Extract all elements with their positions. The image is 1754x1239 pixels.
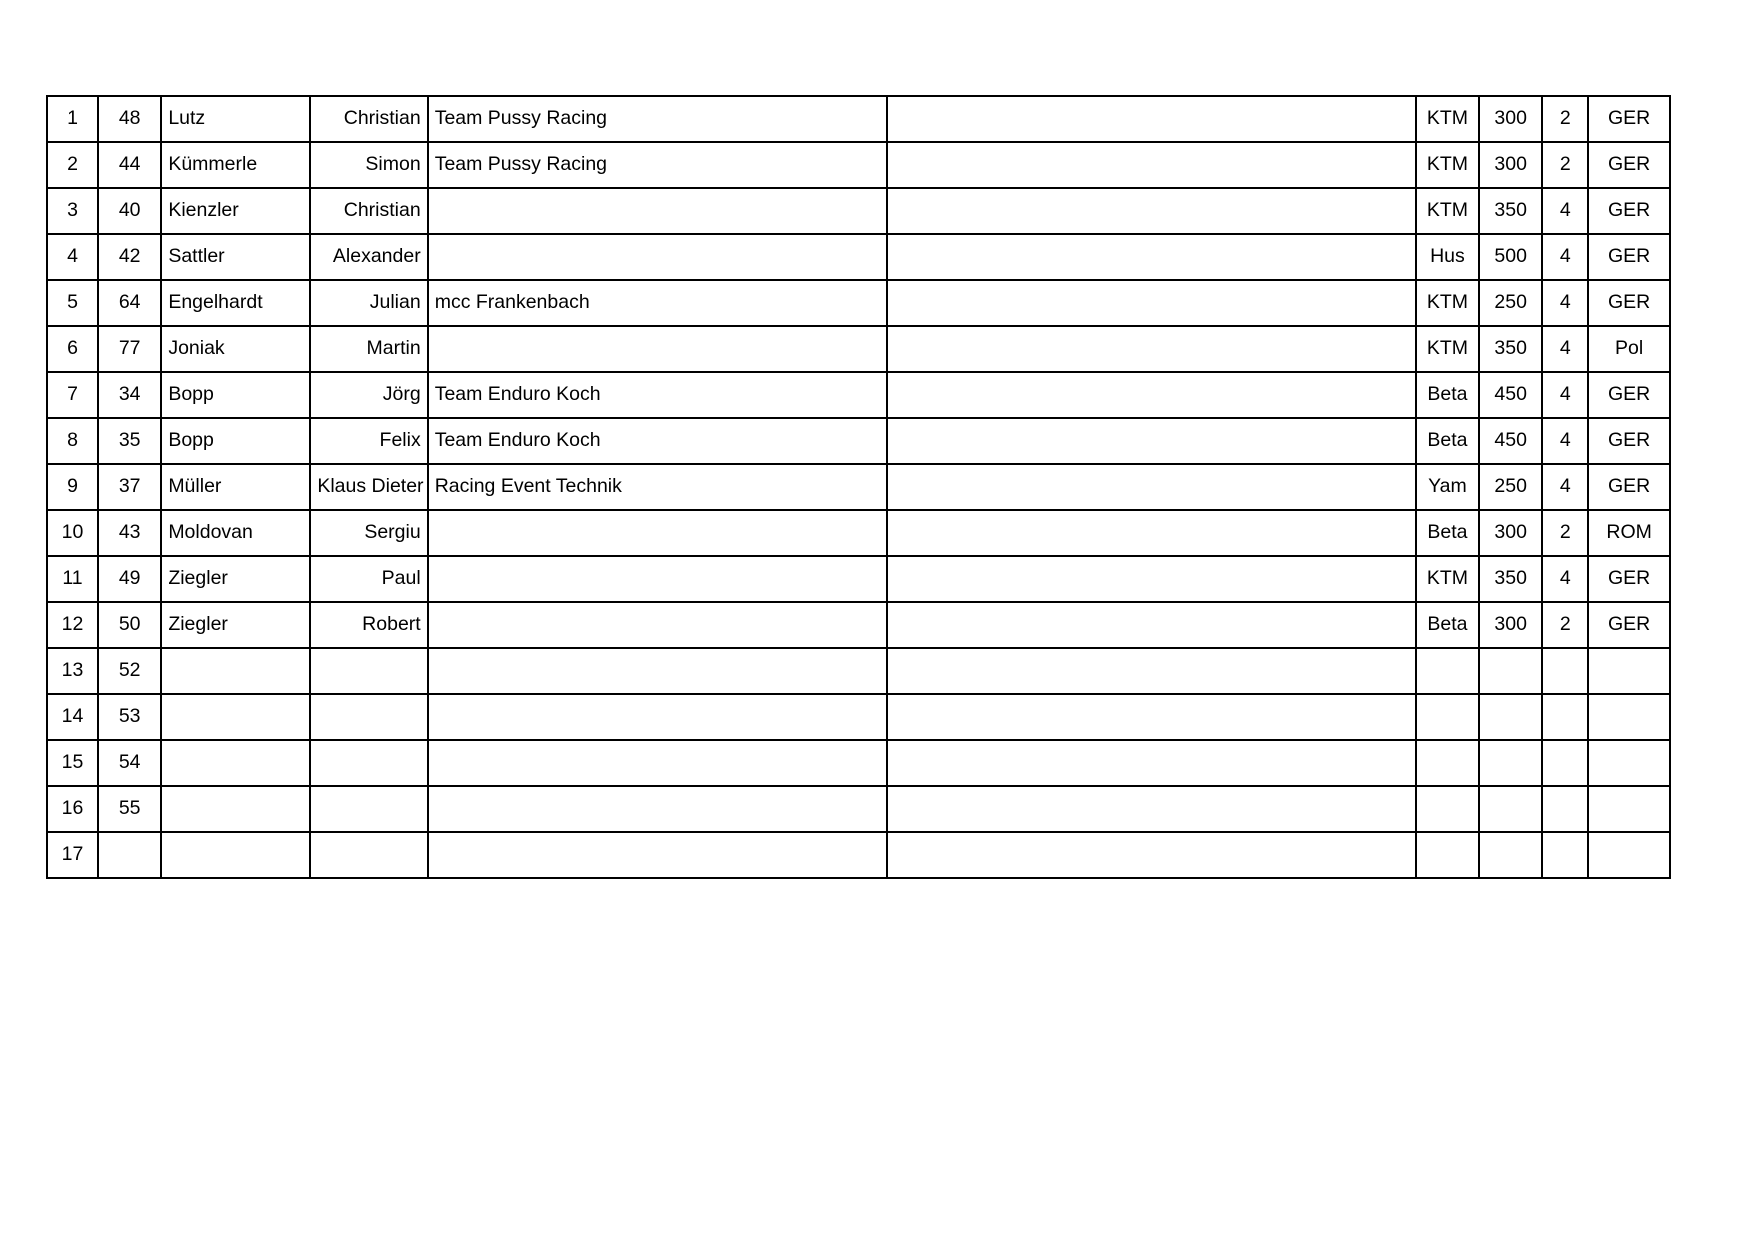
cell-lastname: Bopp xyxy=(161,418,310,464)
cell-stroke xyxy=(1542,832,1588,878)
cell-nation xyxy=(1588,648,1670,694)
table-row xyxy=(47,602,1670,648)
cell-make: Beta xyxy=(1416,418,1479,464)
cell-team xyxy=(428,556,887,602)
cell-start-number: 43 xyxy=(98,510,161,556)
cell-team xyxy=(428,326,887,372)
cell-firstname xyxy=(310,832,427,878)
cell-team: Team Enduro Koch xyxy=(428,418,887,464)
table-row xyxy=(47,372,1670,418)
cell-firstname xyxy=(310,740,427,786)
cell-displacement: 300 xyxy=(1479,602,1542,648)
table-row xyxy=(47,510,1670,556)
cell-position: 13 xyxy=(47,648,98,694)
cell-nation: Pol xyxy=(1588,326,1670,372)
cell-nation: GER xyxy=(1588,418,1670,464)
cell-notes xyxy=(887,832,1416,878)
cell-position: 9 xyxy=(47,464,98,510)
cell-firstname: Martin xyxy=(310,326,427,372)
cell-position: 16 xyxy=(47,786,98,832)
cell-firstname: Christian xyxy=(310,96,427,142)
cell-notes xyxy=(887,556,1416,602)
table-row xyxy=(47,188,1670,234)
cell-nation xyxy=(1588,694,1670,740)
cell-lastname: Sattler xyxy=(161,234,310,280)
cell-start-number: 52 xyxy=(98,648,161,694)
cell-team xyxy=(428,648,887,694)
cell-notes xyxy=(887,96,1416,142)
cell-firstname: Jörg xyxy=(310,372,427,418)
cell-stroke xyxy=(1542,740,1588,786)
cell-lastname: Engelhardt xyxy=(161,280,310,326)
cell-lastname: Bopp xyxy=(161,372,310,418)
cell-stroke: 4 xyxy=(1542,188,1588,234)
cell-make: KTM xyxy=(1416,188,1479,234)
cell-displacement: 350 xyxy=(1479,188,1542,234)
cell-stroke: 4 xyxy=(1542,556,1588,602)
cell-team xyxy=(428,740,887,786)
cell-notes xyxy=(887,648,1416,694)
cell-make: KTM xyxy=(1416,556,1479,602)
cell-firstname: Sergiu xyxy=(310,510,427,556)
cell-start-number: 49 xyxy=(98,556,161,602)
cell-notes xyxy=(887,694,1416,740)
entry-list-sheet xyxy=(46,95,1671,879)
cell-displacement: 450 xyxy=(1479,372,1542,418)
cell-make xyxy=(1416,740,1479,786)
cell-nation: GER xyxy=(1588,464,1670,510)
cell-position: 14 xyxy=(47,694,98,740)
cell-stroke: 2 xyxy=(1542,602,1588,648)
cell-make: KTM xyxy=(1416,280,1479,326)
cell-start-number: 50 xyxy=(98,602,161,648)
cell-make: KTM xyxy=(1416,142,1479,188)
cell-start-number: 44 xyxy=(98,142,161,188)
cell-nation xyxy=(1588,832,1670,878)
cell-start-number: 42 xyxy=(98,234,161,280)
cell-nation: GER xyxy=(1588,234,1670,280)
cell-team xyxy=(428,786,887,832)
cell-firstname: Julian xyxy=(310,280,427,326)
table-row xyxy=(47,142,1670,188)
cell-displacement: 300 xyxy=(1479,510,1542,556)
cell-notes xyxy=(887,602,1416,648)
cell-displacement: 250 xyxy=(1479,280,1542,326)
table-row xyxy=(47,832,1670,878)
cell-firstname xyxy=(310,648,427,694)
cell-nation xyxy=(1588,786,1670,832)
table-row xyxy=(47,96,1670,142)
cell-position: 12 xyxy=(47,602,98,648)
cell-stroke xyxy=(1542,786,1588,832)
cell-firstname: Felix xyxy=(310,418,427,464)
cell-start-number: 55 xyxy=(98,786,161,832)
cell-nation xyxy=(1588,740,1670,786)
cell-position: 3 xyxy=(47,188,98,234)
table-row xyxy=(47,740,1670,786)
cell-lastname xyxy=(161,740,310,786)
cell-stroke: 4 xyxy=(1542,418,1588,464)
cell-position: 6 xyxy=(47,326,98,372)
cell-make xyxy=(1416,786,1479,832)
cell-stroke: 4 xyxy=(1542,234,1588,280)
cell-start-number: 40 xyxy=(98,188,161,234)
cell-stroke xyxy=(1542,648,1588,694)
cell-notes xyxy=(887,234,1416,280)
cell-make: Beta xyxy=(1416,372,1479,418)
cell-nation: GER xyxy=(1588,142,1670,188)
cell-start-number: 37 xyxy=(98,464,161,510)
cell-firstname: Alexander xyxy=(310,234,427,280)
cell-stroke: 2 xyxy=(1542,510,1588,556)
cell-make: Hus xyxy=(1416,234,1479,280)
cell-team xyxy=(428,510,887,556)
cell-lastname: Moldovan xyxy=(161,510,310,556)
cell-firstname: Simon xyxy=(310,142,427,188)
cell-lastname xyxy=(161,786,310,832)
cell-firstname xyxy=(310,786,427,832)
cell-team xyxy=(428,602,887,648)
cell-start-number xyxy=(98,832,161,878)
cell-make: KTM xyxy=(1416,96,1479,142)
table-row xyxy=(47,694,1670,740)
cell-make xyxy=(1416,648,1479,694)
cell-nation: ROM xyxy=(1588,510,1670,556)
cell-firstname xyxy=(310,694,427,740)
entry-list-table xyxy=(46,95,1671,879)
cell-nation: GER xyxy=(1588,556,1670,602)
cell-make: Yam xyxy=(1416,464,1479,510)
cell-start-number: 53 xyxy=(98,694,161,740)
cell-notes xyxy=(887,418,1416,464)
cell-position: 15 xyxy=(47,740,98,786)
cell-nation: GER xyxy=(1588,188,1670,234)
cell-make xyxy=(1416,694,1479,740)
cell-firstname: Christian xyxy=(310,188,427,234)
cell-start-number: 64 xyxy=(98,280,161,326)
cell-position: 17 xyxy=(47,832,98,878)
cell-firstname: Paul xyxy=(310,556,427,602)
cell-notes xyxy=(887,510,1416,556)
cell-notes xyxy=(887,372,1416,418)
cell-displacement: 250 xyxy=(1479,464,1542,510)
cell-displacement xyxy=(1479,786,1542,832)
cell-lastname: Ziegler xyxy=(161,556,310,602)
cell-team: Team Enduro Koch xyxy=(428,372,887,418)
cell-make: Beta xyxy=(1416,510,1479,556)
cell-displacement: 350 xyxy=(1479,326,1542,372)
cell-notes xyxy=(887,142,1416,188)
cell-lastname: Kümmerle xyxy=(161,142,310,188)
cell-lastname: Lutz xyxy=(161,96,310,142)
cell-lastname xyxy=(161,694,310,740)
cell-start-number: 48 xyxy=(98,96,161,142)
cell-team: Racing Event Technik xyxy=(428,464,887,510)
cell-notes xyxy=(887,326,1416,372)
cell-lastname: Kienzler xyxy=(161,188,310,234)
cell-displacement: 350 xyxy=(1479,556,1542,602)
cell-team: mcc Frankenbach xyxy=(428,280,887,326)
cell-notes xyxy=(887,740,1416,786)
cell-team: Team Pussy Racing xyxy=(428,142,887,188)
cell-start-number: 34 xyxy=(98,372,161,418)
cell-lastname: Ziegler xyxy=(161,602,310,648)
cell-notes xyxy=(887,464,1416,510)
cell-make xyxy=(1416,832,1479,878)
cell-firstname: Robert xyxy=(310,602,427,648)
table-row xyxy=(47,280,1670,326)
table-row xyxy=(47,464,1670,510)
cell-position: 5 xyxy=(47,280,98,326)
cell-start-number: 77 xyxy=(98,326,161,372)
entry-list-body xyxy=(47,96,1670,878)
cell-displacement: 500 xyxy=(1479,234,1542,280)
cell-team xyxy=(428,832,887,878)
cell-position: 4 xyxy=(47,234,98,280)
cell-nation: GER xyxy=(1588,372,1670,418)
cell-position: 8 xyxy=(47,418,98,464)
cell-team xyxy=(428,694,887,740)
cell-notes xyxy=(887,188,1416,234)
cell-lastname: Müller xyxy=(161,464,310,510)
cell-nation: GER xyxy=(1588,96,1670,142)
cell-displacement xyxy=(1479,740,1542,786)
cell-start-number: 54 xyxy=(98,740,161,786)
cell-team xyxy=(428,234,887,280)
cell-stroke: 2 xyxy=(1542,142,1588,188)
cell-notes xyxy=(887,786,1416,832)
cell-displacement xyxy=(1479,648,1542,694)
cell-position: 1 xyxy=(47,96,98,142)
cell-lastname: Joniak xyxy=(161,326,310,372)
cell-stroke: 4 xyxy=(1542,280,1588,326)
table-row xyxy=(47,648,1670,694)
table-row xyxy=(47,326,1670,372)
table-row xyxy=(47,786,1670,832)
cell-stroke: 4 xyxy=(1542,372,1588,418)
table-row xyxy=(47,556,1670,602)
table-row xyxy=(47,418,1670,464)
cell-position: 2 xyxy=(47,142,98,188)
cell-make: KTM xyxy=(1416,326,1479,372)
cell-displacement xyxy=(1479,832,1542,878)
cell-make: Beta xyxy=(1416,602,1479,648)
cell-start-number: 35 xyxy=(98,418,161,464)
cell-lastname xyxy=(161,832,310,878)
cell-notes xyxy=(887,280,1416,326)
cell-nation: GER xyxy=(1588,602,1670,648)
cell-stroke: 4 xyxy=(1542,464,1588,510)
cell-displacement: 300 xyxy=(1479,96,1542,142)
cell-displacement: 450 xyxy=(1479,418,1542,464)
cell-displacement xyxy=(1479,694,1542,740)
cell-stroke: 2 xyxy=(1542,96,1588,142)
table-row xyxy=(47,234,1670,280)
cell-stroke: 4 xyxy=(1542,326,1588,372)
cell-lastname xyxy=(161,648,310,694)
cell-stroke xyxy=(1542,694,1588,740)
cell-team xyxy=(428,188,887,234)
cell-team: Team Pussy Racing xyxy=(428,96,887,142)
cell-position: 7 xyxy=(47,372,98,418)
cell-firstname: Klaus Dieter xyxy=(310,464,427,510)
cell-nation: GER xyxy=(1588,280,1670,326)
cell-position: 10 xyxy=(47,510,98,556)
cell-position: 11 xyxy=(47,556,98,602)
cell-displacement: 300 xyxy=(1479,142,1542,188)
